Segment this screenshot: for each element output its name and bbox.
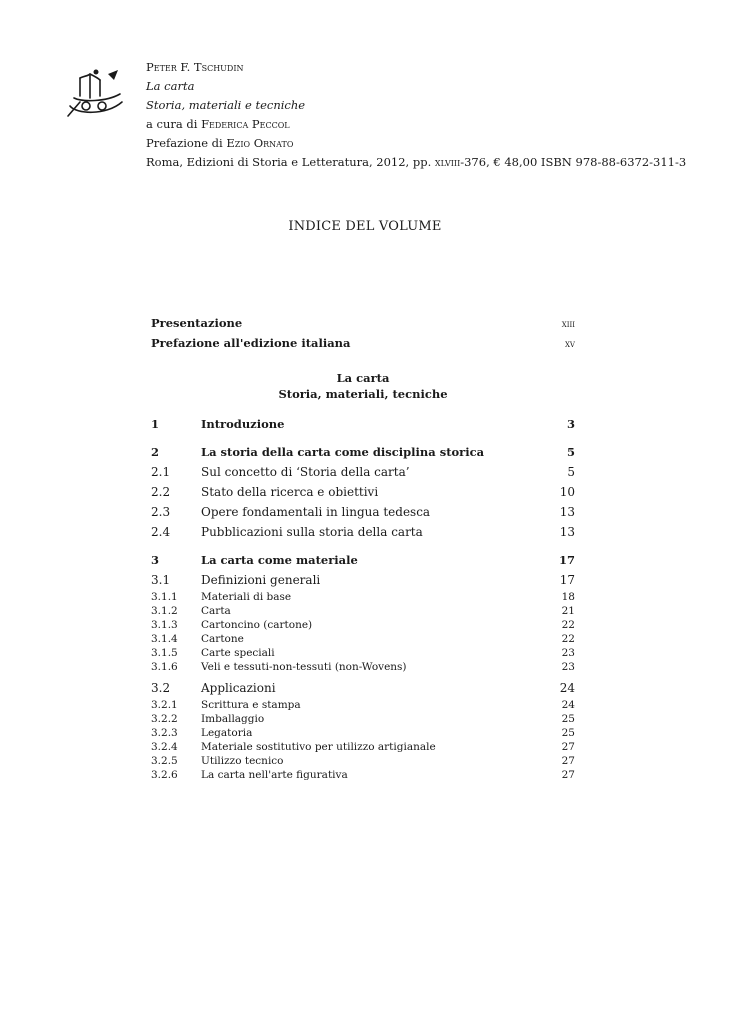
toc-chapter-2 xyxy=(151,442,575,542)
toc-row xyxy=(151,590,575,604)
toc-page: 17 xyxy=(558,553,575,567)
toc-label: Carta xyxy=(201,605,231,617)
toc-number: 2.4 xyxy=(151,525,171,539)
front-matter-page: xv xyxy=(564,338,575,350)
toc-row xyxy=(151,462,575,482)
toc-row xyxy=(151,698,575,712)
toc-page: 27 xyxy=(561,769,575,781)
toc-row xyxy=(151,712,575,726)
toc-label: La storia della carta come disciplina storica xyxy=(201,445,485,459)
toc-number: 3.2.6 xyxy=(151,769,178,781)
toc-number: 3.2.4 xyxy=(151,741,178,753)
book-title-line2: Storia, materiali, tecniche xyxy=(278,387,448,401)
publication-line xyxy=(146,153,706,172)
toc-page: 24 xyxy=(559,681,575,695)
toc-label: Stato della ricerca e obiettivi xyxy=(201,485,379,499)
front-matter-page: xiii xyxy=(561,318,575,330)
toc-label: Pubblicazioni sulla storia della carta xyxy=(201,525,423,539)
toc-number: 3.2.2 xyxy=(151,713,178,725)
toc-row xyxy=(151,522,575,542)
toc-label: Carte speciali xyxy=(201,647,275,659)
toc-number: 3 xyxy=(151,553,160,567)
toc-label: Materiali di base xyxy=(201,591,292,603)
toc-page: 23 xyxy=(561,661,575,673)
toc-page: 24 xyxy=(561,699,575,711)
book-subtitle: Storia, materiali e tecniche xyxy=(146,98,306,112)
toc-label: Utilizzo tecnico xyxy=(201,755,284,767)
toc-row xyxy=(151,726,575,740)
toc-label: Applicazioni xyxy=(201,681,276,695)
toc-row xyxy=(151,678,575,698)
toc-page: 13 xyxy=(559,505,575,519)
toc-label: Veli e tessuti-non-tessuti (non-Wovens) xyxy=(201,661,407,673)
toc-number: 3.2.5 xyxy=(151,755,178,767)
bibliographic-header xyxy=(146,58,706,172)
toc-number: 3.2 xyxy=(151,681,171,695)
toc-row xyxy=(151,570,575,590)
front-matter-item xyxy=(151,313,575,333)
toc-number: 3.1.6 xyxy=(151,661,178,673)
toc-row xyxy=(151,550,575,570)
toc-number: 3.2.1 xyxy=(151,699,178,711)
publication-pages: xlviii xyxy=(434,155,461,169)
publication-a: Roma, Edizioni di Storia e Letteratura, 2012, pp. xyxy=(146,155,435,169)
toc-row xyxy=(151,482,575,502)
toc-label: Definizioni generali xyxy=(201,573,321,587)
toc-label: Materiale sostitutivo per utilizzo artigianale xyxy=(201,741,436,753)
front-matter-item xyxy=(151,333,575,353)
toc-label: Opere fondamentali in lingua tedesca xyxy=(201,505,431,519)
toc-row xyxy=(151,414,575,434)
editor-line xyxy=(146,115,706,134)
volume-index-title: INDICE DEL VOLUME xyxy=(288,219,442,234)
publisher-logo-icon xyxy=(66,66,126,118)
toc-page: 21 xyxy=(561,605,575,617)
front-matter-label: Prefazione all'edizione italiana xyxy=(151,336,351,350)
toc-number: 3.1.5 xyxy=(151,647,178,659)
toc-page: 17 xyxy=(559,573,575,587)
toc-number: 2.2 xyxy=(151,485,171,499)
toc-page: 5 xyxy=(566,445,575,459)
toc-number: 1 xyxy=(151,417,160,431)
toc-page: 5 xyxy=(567,465,575,479)
toc-label: Imballaggio xyxy=(201,713,265,725)
author-name: Peter F. Tschudin xyxy=(146,60,244,74)
toc-row xyxy=(151,604,575,618)
toc-page: 10 xyxy=(559,485,575,499)
editor-name: Federica Peccol xyxy=(201,117,290,131)
toc-row xyxy=(151,646,575,660)
toc-chapter-1 xyxy=(151,414,575,434)
toc-number: 3.1.4 xyxy=(151,633,178,645)
toc-page: 27 xyxy=(561,741,575,753)
toc-number: 2.1 xyxy=(151,465,171,479)
toc-row xyxy=(151,442,575,462)
toc-row xyxy=(151,618,575,632)
toc-label: Cartoncino (cartone) xyxy=(201,619,313,631)
toc-page: 25 xyxy=(561,713,575,725)
preface-prefix: Prefazione di xyxy=(146,136,227,150)
editor-prefix: a cura di xyxy=(146,117,202,131)
toc-page: 3 xyxy=(566,417,575,431)
front-matter-list xyxy=(151,313,575,353)
book-title: La carta xyxy=(146,79,195,93)
book-title-block xyxy=(151,370,575,402)
toc-label: Introduzione xyxy=(201,417,285,431)
toc-number: 3.1.3 xyxy=(151,619,178,631)
toc-row xyxy=(151,768,575,782)
toc-row xyxy=(151,632,575,646)
toc-row xyxy=(151,502,575,522)
toc-number: 2 xyxy=(151,445,160,459)
toc-page: 22 xyxy=(561,619,575,631)
toc-page: 18 xyxy=(561,591,575,603)
front-matter-label: Presentazione xyxy=(151,316,243,330)
toc-number: 3.1.2 xyxy=(151,605,178,617)
toc-number: 2.3 xyxy=(151,505,171,519)
toc-page: 27 xyxy=(561,755,575,767)
toc-label: La carta come materiale xyxy=(201,553,358,567)
preface-line xyxy=(146,134,706,153)
toc-page: 23 xyxy=(561,647,575,659)
toc-row xyxy=(151,740,575,754)
publication-b: -376, € 48,00 ISBN 978-88-6372-311-3 xyxy=(460,155,687,169)
toc-page: 25 xyxy=(561,727,575,739)
toc-label: Legatoria xyxy=(201,727,253,739)
toc-chapter-3 xyxy=(151,550,575,674)
toc-label: Sul concetto di ‘Storia della carta’ xyxy=(201,465,410,479)
toc-label: La carta nell'arte figurativa xyxy=(201,769,348,781)
toc-label: Cartone xyxy=(201,633,244,645)
toc-section-3-2 xyxy=(151,678,575,782)
toc-number: 3.2.3 xyxy=(151,727,178,739)
toc-row xyxy=(151,754,575,768)
toc-page: 13 xyxy=(559,525,575,539)
toc-number: 3.1.1 xyxy=(151,591,178,603)
book-title-line1: La carta xyxy=(336,371,390,385)
preface-author: Ezio Ornato xyxy=(226,136,294,150)
toc-label: Scrittura e stampa xyxy=(201,699,301,711)
toc-page: 22 xyxy=(561,633,575,645)
toc-row xyxy=(151,660,575,674)
toc-number: 3.1 xyxy=(151,573,171,587)
